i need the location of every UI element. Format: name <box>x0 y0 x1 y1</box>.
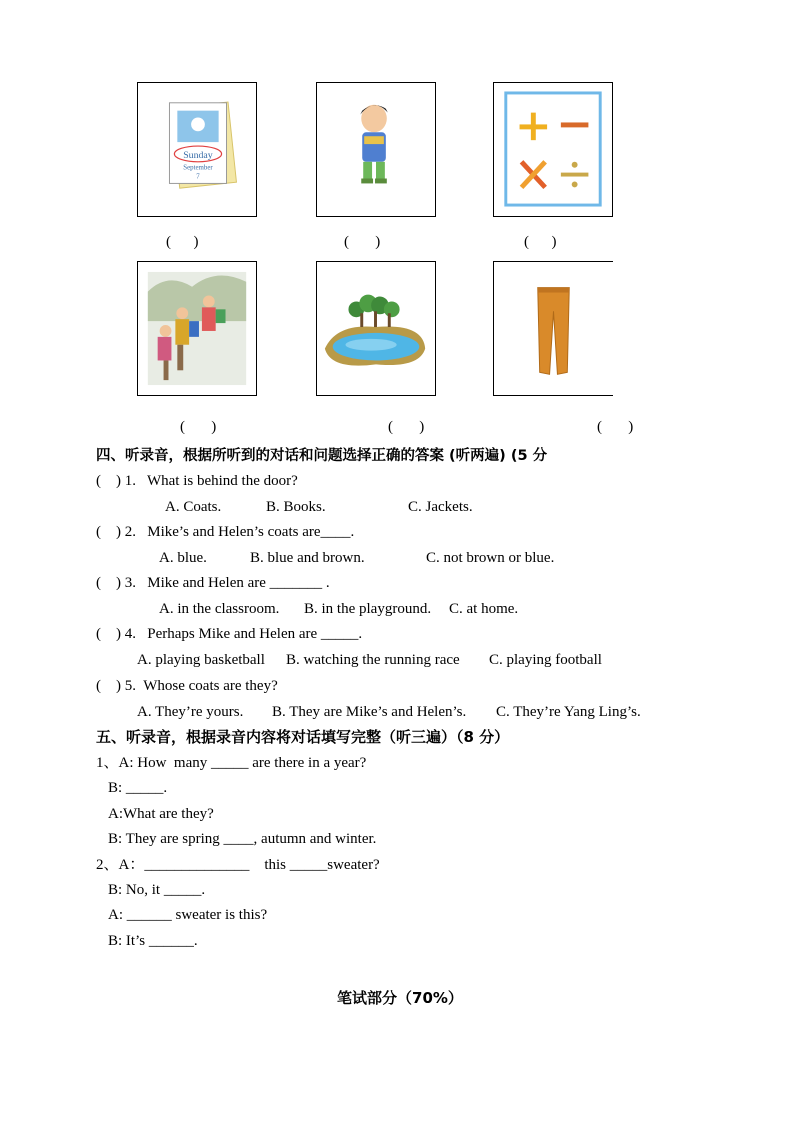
answer-paren-4: ( ) <box>180 419 217 435</box>
q4-option-a: A. playing basketball <box>137 652 265 668</box>
picture-trousers <box>493 261 613 396</box>
answer-paren-3: ( ) <box>524 234 557 250</box>
q5-option-b: B. They are Mike’s and Helen’s. <box>272 704 467 720</box>
calendar-date-text: 7 <box>196 173 200 181</box>
hikers-illustration <box>138 262 256 395</box>
written-part-title: 笔试部分（70%） <box>337 989 463 1007</box>
q4-option-b: B. watching the running race <box>286 652 460 668</box>
answer-paren-6: ( ) <box>597 419 634 435</box>
q1-option-c: C. Jackets. <box>408 499 473 515</box>
q5-option-a: A. They’re yours. <box>137 704 244 720</box>
q1-option-a: A. Coats. <box>165 499 222 515</box>
question-5: ( ) 5. Whose coats are they? <box>96 678 278 694</box>
picture-calendar <box>137 82 257 217</box>
math-symbols-illustration <box>494 83 612 216</box>
question-1: ( ) 1. What is behind the door? <box>96 473 298 489</box>
q4-option-c: C. playing football <box>489 652 602 668</box>
picture-lake <box>316 261 436 396</box>
question-2: ( ) 2. Mike’s and Helen’s coats are____. <box>96 524 355 540</box>
question-3: ( ) 3. Mike and Helen are _______ . <box>96 575 330 591</box>
answer-paren-5: ( ) <box>388 419 425 435</box>
dialog-line-7: A: ______ sweater is this? <box>108 907 268 923</box>
q2-option-a: A. blue. <box>159 550 207 566</box>
dialog-line-6: B: No, it _____. <box>108 882 206 898</box>
section4-title: 四、听录音，根据所听到的对话和问题选择正确的答案 (听两遍) (5 分 <box>96 448 548 464</box>
q3-option-c: C. at home. <box>449 601 519 617</box>
calendar-month-text: September <box>183 164 213 172</box>
calendar-illustration <box>138 83 256 216</box>
picture-math-symbols <box>493 82 613 217</box>
lake-illustration <box>317 262 435 395</box>
dialog-line-5: 2、A：______________ this _____sweater? <box>96 857 380 873</box>
calendar-day-text: Sunday <box>183 149 213 161</box>
question-4: ( ) 4. Perhaps Mike and Helen are _____. <box>96 626 363 642</box>
answer-paren-2: ( ) <box>344 234 381 250</box>
q2-option-b: B. blue and brown. <box>250 550 365 566</box>
q2-option-c: C. not brown or blue. <box>426 550 555 566</box>
q1-option-b: B. Books. <box>266 499 326 515</box>
trousers-illustration <box>494 262 613 395</box>
section5-title: 五、听录音，根据录音内容将对话填写完整（听三遍）（8 分） <box>96 728 510 746</box>
q3-option-a: A. in the classroom. <box>159 601 280 617</box>
sad-boy-illustration <box>317 83 435 216</box>
dialog-line-4: B: They are spring ____, autumn and winter. <box>108 831 377 847</box>
dialog-line-2: B: _____. <box>108 780 168 796</box>
q3-option-b: B. in the playground. <box>304 601 432 617</box>
q5-option-c: C. They’re Yang Ling’s. <box>496 704 641 720</box>
picture-hikers <box>137 261 257 396</box>
dialog-line-8: B: It’s ______. <box>108 933 198 949</box>
picture-sad-boy <box>316 82 436 217</box>
dialog-line-1: 1、A: How many _____ are there in a year? <box>96 755 367 771</box>
dialog-line-3: A:What are they? <box>108 806 214 822</box>
answer-paren-1: ( ) <box>166 234 199 250</box>
